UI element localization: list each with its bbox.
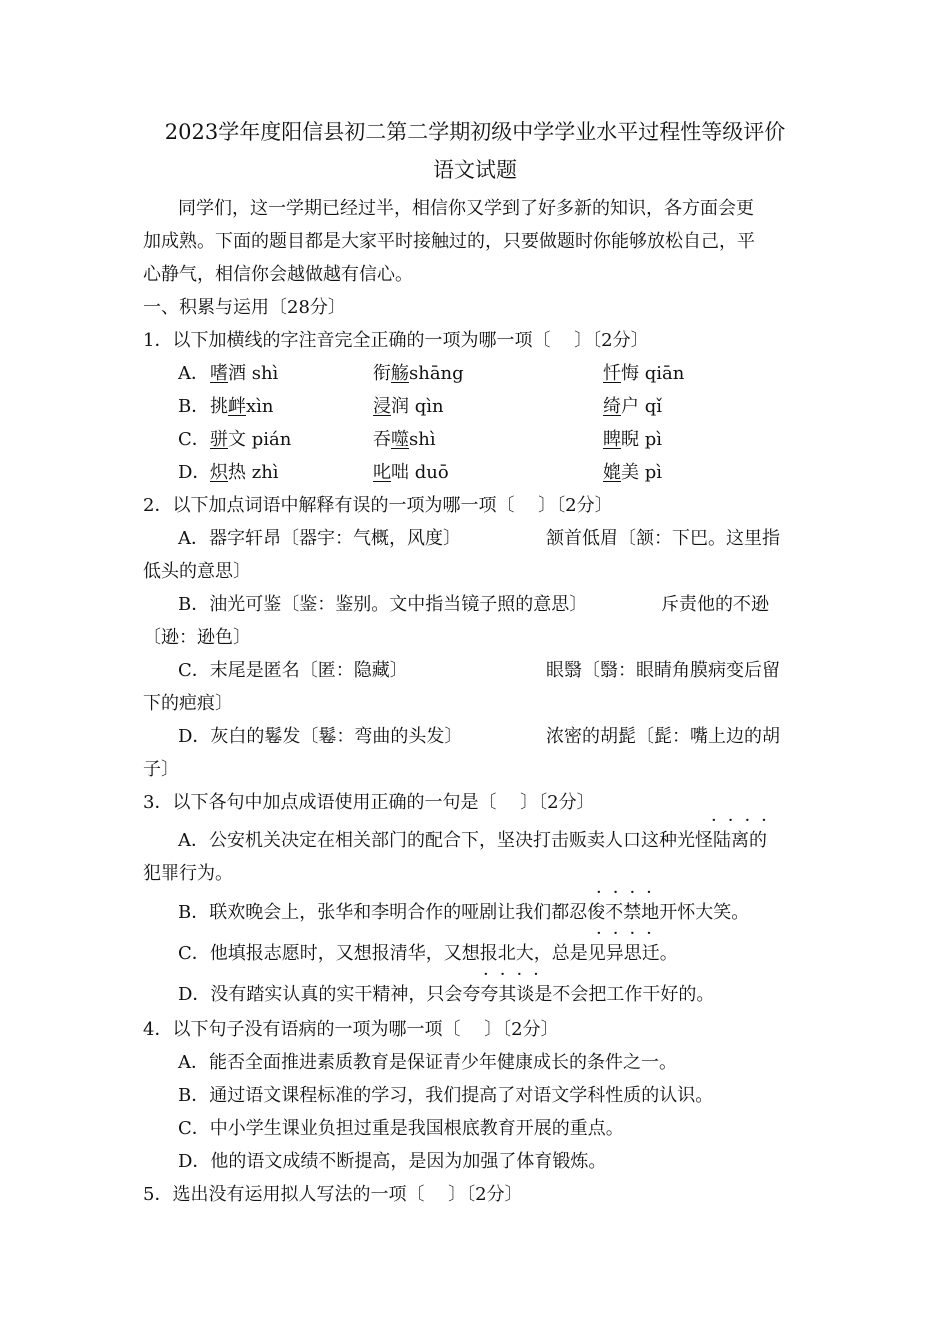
intro-line-3: 心静气，相信你会越做越有信心。 [143, 264, 413, 285]
question-1-stem: 1．以下加横线的字注音完全正确的一项为哪一项〔 〕〔2分〕 [143, 330, 649, 351]
q2-option-a-cont: 低头的意思〕 [143, 561, 251, 582]
emphasis-dots-d: ···· [483, 964, 550, 985]
q4-option-d: D．他的语文成绩不断提高，是因为加强了体育锻炼。 [178, 1151, 607, 1172]
emphasis-dots-b: ···· [596, 882, 663, 903]
document-page: 2023学年度阳信县初二第二学期初级中学学业水平过程性等级评价 语文试题 同学们，这一学期已经过半，相信你又学到了好多新的知识，各方面会更 加成熟。下面的题目都是大家平时接触过的，只要做题时你能够放松自己，平 心静气，相信你会越做越有信心。 一、积累与运用〔28分〕 1．以下加横线的字注音完全正确的一项为哪一项〔 〕〔2分〕 A． 嗜酒 shì 衔觞shāng 忏悔 qiān B． 挑衅xìn 浸润 qìn 绮户 qǐ C． 骈文 pián 吞噬shì 睥睨 pì D． 炽热 zhì 叱咄 duō 媲美 pì 2．以下加点词语中解释有误的一项为哪一项〔 〕〔2分〕 A．器字轩昂〔器宇：气概，风度〕 颔首低眉〔颔：下巴。这里指 低头的意思〕 B．油光可鉴〔鉴：鉴别。文中指当镜子照的意思〕 斥责他的不逊 〔逊：逊色〕 C．末尾是匿名〔匿：隐藏〕 眼翳〔翳：眼睛角膜病变后留 下的疤痕〕 D．灰白的鬈发〔鬈：弯曲的头发〕 浓密的胡髭〔髭：嘴上边的胡 子〕 3．以下各句中加点成语使用正确的一句是〔 〕〔2分〕 ···· A．公安机关决定在相关部门的配合下，坚决打击贩卖人口这种光怪陆离的 犯罪行为。 ···· B．联欢晚会上，张华和李明合作的哑剧让我们都忍俊不禁地开怀大笑。 ···· C．他填报志愿时，又想报清华，又想报北大，总是见异思迁。 ···· D．没有踏实认真的实干精神，只会夸夸其谈是不会把工作干好的。 4．以下句子没有语病的一项为哪一项〔 〕〔2分〕 A．能否全面推进素质教育是保证青少年健康成长的条件之一。 B．通过语文课程标准的学习，我们提高了对语文学科性质的认识。 C．中小学生课业负担过重是我国根底教育开展的重点。 D．他的语文成绩不断提高，是因为加强了体育锻炼。 5．选出没有运用拟人写法的一项〔 〕〔2分〕 [0, 0, 950, 1344]
question-2-stem: 2．以下加点词语中解释有误的一项为哪一项〔 〕〔2分〕 [143, 495, 613, 516]
q2-option-c: C．末尾是匿名〔匿：隐藏〕 [178, 660, 408, 681]
q2-option-a-second: 颔首低眉〔颔：下巴。这里指 [546, 528, 780, 549]
q4-option-a: A．能否全面推进素质教育是保证青少年健康成长的条件之一。 [178, 1052, 677, 1073]
emphasis-dots-c: ···· [596, 923, 663, 944]
intro-line-1: 同学们，这一学期已经过半，相信你又学到了好多新的知识，各方面会更 [178, 198, 754, 219]
q2-option-b-cont: 〔逊：逊色〕 [143, 627, 251, 648]
q3-option-a: A．公安机关决定在相关部门的配合下，坚决打击贩卖人口这种光怪陆离的 [178, 830, 767, 851]
q3-option-d: D．没有踏实认真的实干精神，只会夸夸其谈是不会把工作干好的。 [178, 984, 715, 1005]
question-4-stem: 4．以下句子没有语病的一项为哪一项〔 〕〔2分〕 [143, 1019, 559, 1040]
q2-option-b-second: 斥责他的不逊 [661, 594, 769, 615]
intro-line-2: 加成熟。下面的题目都是大家平时接触过的，只要做题时你能够放松自己，平 [143, 231, 755, 252]
page-title: 2023学年度阳信县初二第二学期初级中学学业水平过程性等级评价 [164, 120, 786, 144]
emphasis-dots-a: ···· [711, 810, 778, 831]
q2-option-d-cont: 子〕 [143, 759, 179, 780]
q2-option-d-second: 浓密的胡髭〔髭：嘴上边的胡 [546, 726, 780, 747]
q2-option-b: B．油光可鉴〔鉴：鉴别。文中指当镜子照的意思〕 [178, 594, 588, 615]
q3-option-b: B．联欢晚会上，张华和李明合作的哑剧让我们都忍俊不禁地开怀大笑。 [178, 902, 750, 923]
section-heading: 一、积累与运用〔28分〕 [143, 297, 346, 318]
page-subtitle: 语文试题 [433, 158, 517, 182]
q3-option-c: C．他填报志愿时，又想报清华，又想报北大，总是见异思迁。 [178, 943, 678, 964]
q4-option-c: C．中小学生课业负担过重是我国根底教育开展的重点。 [178, 1118, 624, 1139]
question-5-stem: 5．选出没有运用拟人写法的一项〔 〕〔2分〕 [143, 1184, 523, 1205]
q3-option-a-cont: 犯罪行为。 [143, 863, 233, 884]
q2-option-c-cont: 下的疤痕〕 [143, 693, 233, 714]
question-3-stem: 3．以下各句中加点成语使用正确的一句是〔 〕〔2分〕 [143, 792, 595, 813]
q4-option-b: B．通过语文课程标准的学习，我们提高了对语文学科性质的认识。 [178, 1085, 714, 1106]
q2-option-c-second: 眼翳〔翳：眼睛角膜病变后留 [546, 660, 780, 681]
q2-option-a: A．器字轩昂〔器宇：气概，风度〕 [178, 528, 461, 549]
q2-option-d: D．灰白的鬈发〔鬈：弯曲的头发〕 [178, 726, 463, 747]
